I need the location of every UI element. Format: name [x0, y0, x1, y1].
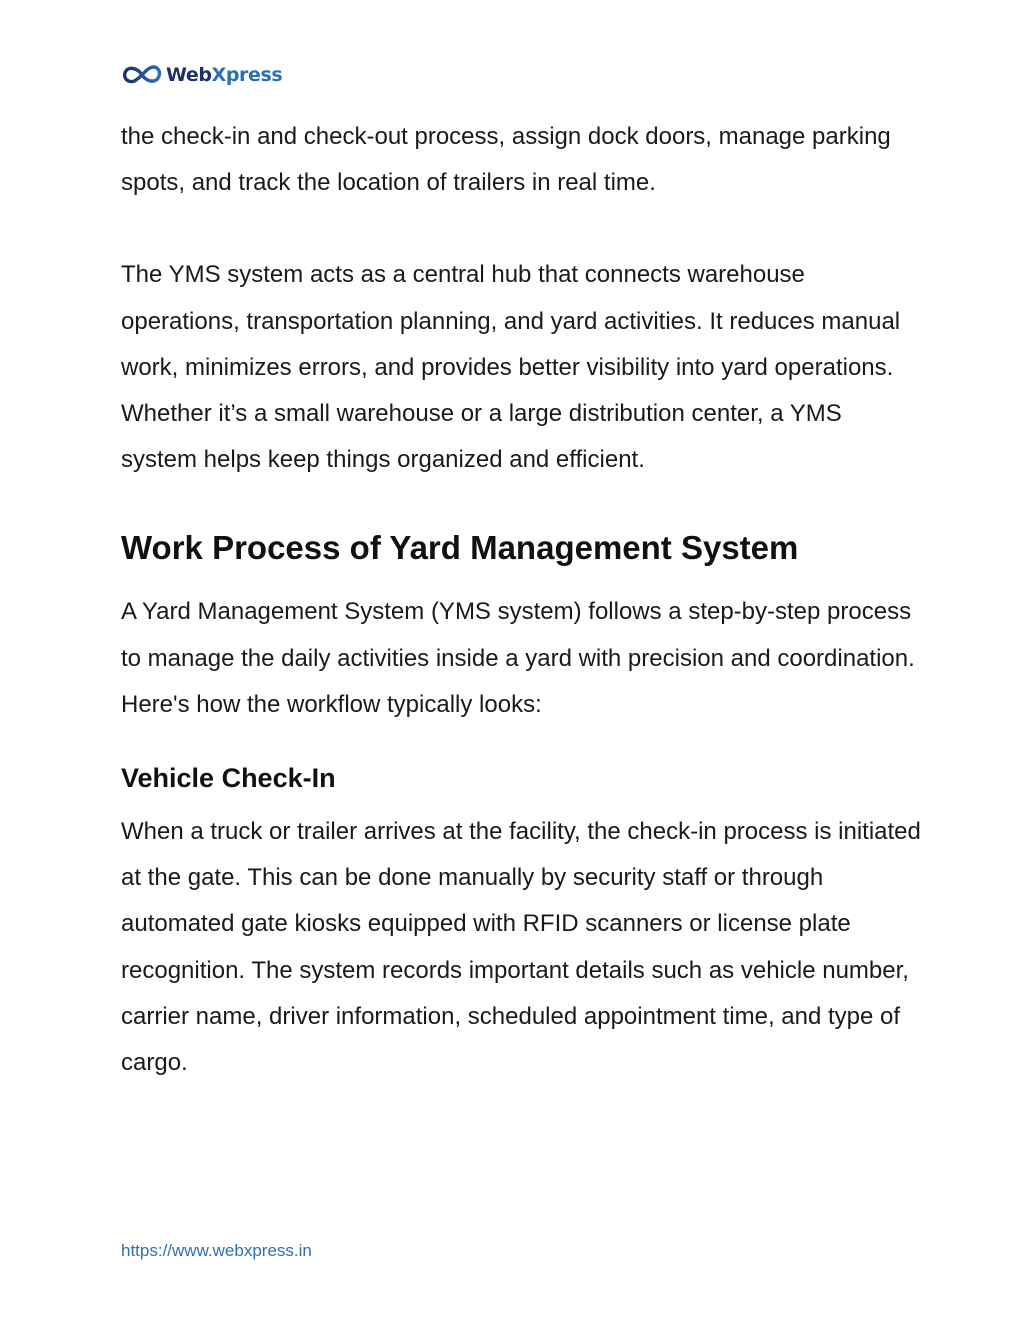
paragraph-yms-central-hub: The YMS system acts as a central hub that connects warehouse operations, transportation planning, and yard activities. It reduces manual work, minimizes errors, and provides better visibility into yard operations. Whether it’s a small warehouse or a large distribution center, a YMS system helps keep things organized and efficient.	[121, 261, 901, 474]
heading-work-process: Work Process of Yard Management System	[121, 529, 799, 567]
infinity-logo-icon	[121, 61, 163, 89]
brand-name-web: Web	[166, 63, 212, 86]
brand-logo	[121, 60, 282, 90]
paragraph-continuation: the check-in and check-out process, assign dock doors, manage parking spots, and track the location of trailers in real time.	[121, 123, 891, 197]
paragraph-work-process-intro: A Yard Management System (YMS system) follows a step-by-step process to manage the daily activities inside a yard with precision and coordination. Here's how the workflow typically looks:	[121, 598, 915, 718]
brand-name-xpress: Xpress	[211, 63, 283, 86]
document-body	[121, 114, 921, 1086]
brand-name	[166, 63, 283, 86]
heading-vehicle-check-in: Vehicle Check-In	[121, 763, 336, 794]
footer-website-link[interactable]: https://www.webxpress.in	[121, 1241, 312, 1260]
paragraph-vehicle-check-in: When a truck or trailer arrives at the facility, the check-in process is initiated at the gate. This can be done manually by security staff or through automated gate kiosks equipped with RFID scanners or license plate recognition. The system records important details such as vehicle number, carrier name, driver information, scheduled appointment time, and type of cargo.	[121, 818, 921, 1077]
